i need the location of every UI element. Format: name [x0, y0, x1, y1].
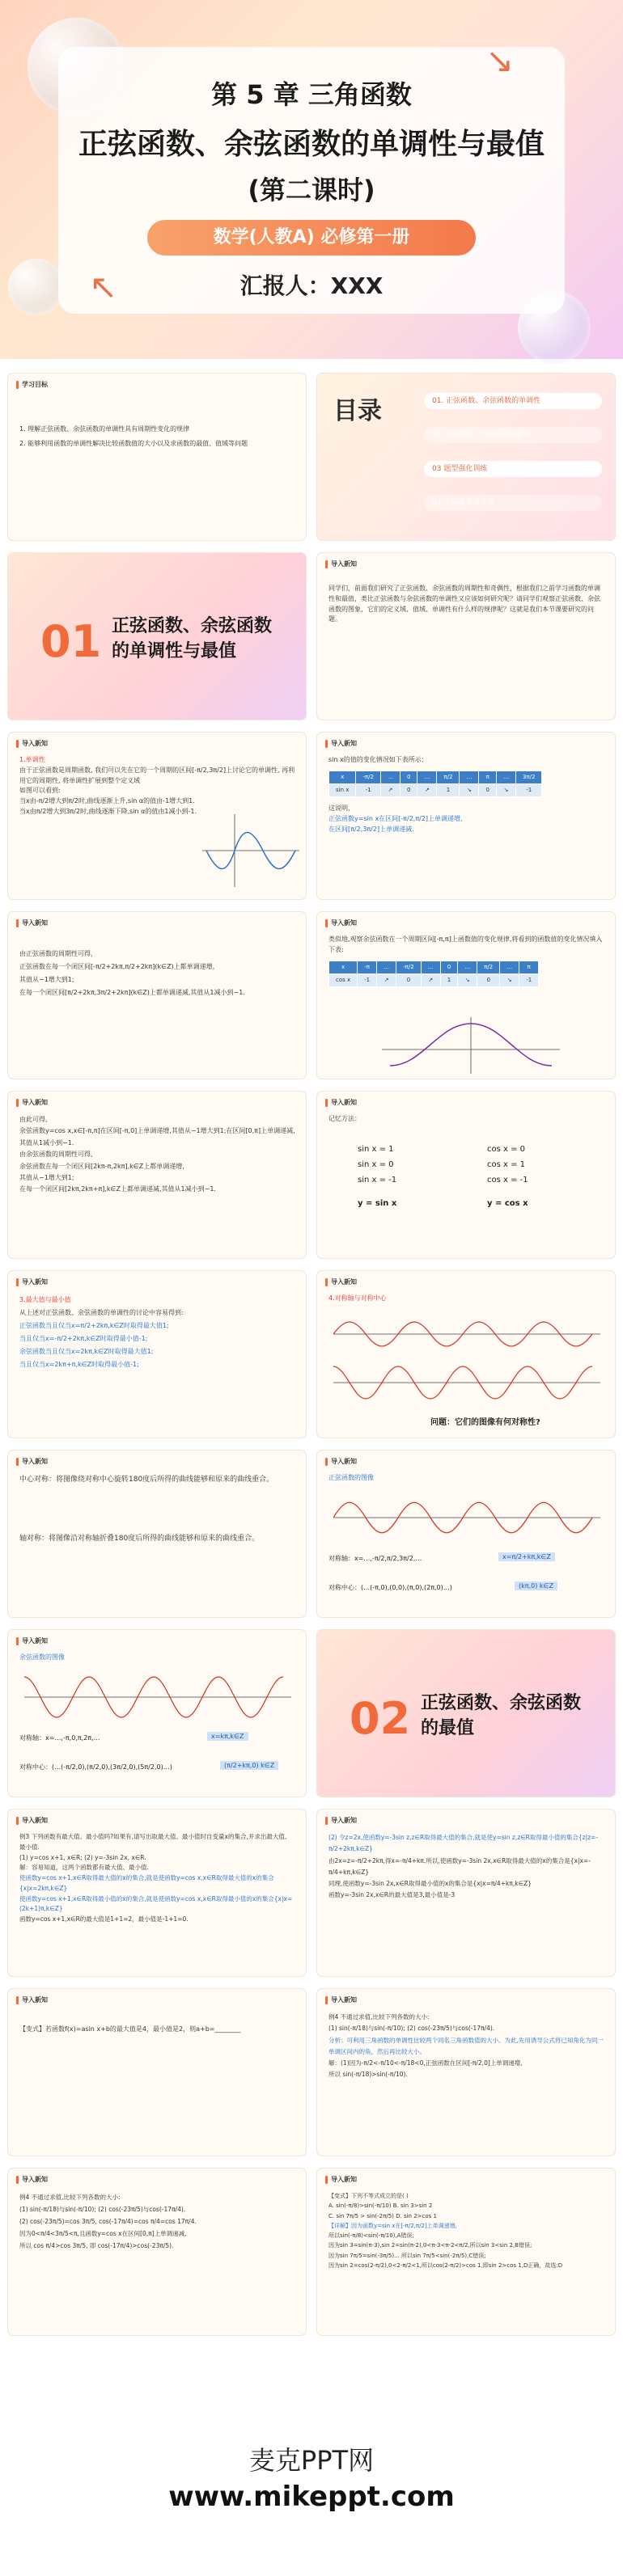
slide-tag: 导入新知 [22, 1278, 48, 1286]
arrow-icon: ↘ [485, 40, 515, 80]
table-caption: sin x的值的变化情况如下表所示： [328, 756, 428, 763]
toc-item[interactable]: 01. 正弦函数、余弦函数的单调性 [424, 393, 602, 409]
slide-tag: 导入新知 [331, 740, 357, 747]
intro-text: 同学们，前面我们研究了正弦函数、余弦函数的周期性和奇偶性，根据我们之前学习函数的单调性和最值，类比正弦函数与余弦函数的单调性又应该如何研究呢？请同学们观察正弦函数、余弦函数的图象，它们的定义域、值域、单调性有什么样的规律呢？这就是我们本节课要研究的问题。 [328, 585, 600, 623]
section-title: 正弦函数、余弦函数的单调性与最值 [112, 616, 273, 661]
cover-slide [0, 0, 623, 359]
slide-tag: 导入新知 [331, 919, 357, 927]
slide-monotonic-sin [8, 733, 306, 899]
slide-tag: 导入新知 [22, 1099, 48, 1106]
section-title: 正弦函数、余弦函数的最值 [421, 1693, 582, 1738]
cos-table: x -π … -π/2 … 0 … π/2 … π cos x -1 ↗ 0 ↗ 1 ↘ 0 ↘ -1 [328, 961, 539, 987]
section-number: 02 [350, 1693, 411, 1744]
book-pill: 数学(人教A) 必修第一册 [147, 220, 476, 255]
slide-symmetry: 导入新知 4.对称轴与对称中心 问题：它们的图像有何对称性? [317, 1271, 615, 1438]
slide-sin-periodic: 导入新知 由正弦函数的周期性可得， 正弦函数在每一个闭区间[-π/2+2kπ,π/2+2kπ](k∈Z)上都单调递增， 其值从−1增大到1; 在每一个闭区间[π/2+2kπ,3π/2+2kπ](k∈Z)上都单调递减,其值从1减小到−1. [8, 912, 306, 1079]
sin-graph [202, 810, 299, 891]
toc-item[interactable]: 04 小结及课堂作业 [424, 495, 602, 511]
goal-item: 2. 能够利用函数的单调性解决比较函数值的大小以及求函数的最值、值域等问题 [19, 439, 248, 447]
slide-tag: 导入新知 [331, 1458, 357, 1465]
slide-tag: 导入新知 [331, 2176, 357, 2183]
slide-memory-method: 导入新知 记忆方法： sin x = 1 sin x = 0 sin x = -1 y = sin x cos x = 0 cos x = 1 cos x = -1 y = cos x [317, 1092, 615, 1258]
slide-section-01 [8, 553, 306, 720]
slide-variant1: 导入新知 【变式】若函数f(x)=asin x+b的最大值是4，最小值是2，则a+b=________ [8, 1989, 306, 2156]
slide-tag: 导入新知 [22, 1458, 48, 1465]
slide-tag: 导入新知 [22, 919, 48, 927]
toc-item[interactable]: 02 正弦函数、余弦函数的最值 [424, 427, 602, 443]
slide-symmetry-def: 导入新知 中心对称：将图像绕对称中心旋转180度后所得的曲线能够和原来的曲线重合。 轴对称：将图像沿对称轴折叠180度后所得的曲线能够和原来的曲线重合。 [8, 1451, 306, 1617]
slide-sin-table: 导入新知 sin x的值的变化情况如下表所示： x -π/2 … 0 … π/2 … π … 3π/2 sin x -1 ↗ 0 ↗ 1 ↘ 0 ↘ -1 这说明， 正弦函数y=sin x在区间[-π/2,π/2]上单调递增, 在区间[π/2,3π/2]上单调递减. [317, 733, 615, 899]
text-line: 当x由-π/2增大到π/2时,曲线逐渐上升,sin α的值由-1增大到1. [19, 797, 195, 805]
sin-cos-graphs [333, 1310, 600, 1407]
slide-tag: 导入新知 [22, 1996, 48, 2004]
brand-name: 麦克PPT网 [248, 2445, 375, 2476]
slide-example4: 导入新知 例4 不通过求值,比较下列各数的大小: (1) sin(-π/18)与sin(-π/10); (2) cos(-23π/5)与cos(-17π/4). 分析：可利用三角函数的单调性比较两个同名三角函数值的大小。为此,先用诱导公式将已知角化为同一单调区间内的角，然后再比较大小。 解：(1)因为-π/2<-π/10<-π/18<0,正弦函数在区间[-π/2,0]上单调递增, 所以 sin(-π/18)>sin(-π/10). [317, 1989, 615, 2156]
slide-cos-monotonic: 导入新知 由此可得, 余弦函数y=cos x,x∈[-π,π]在区间[-π,0]上单调递增,其值从−1增大到1;在区间[0,π]上单调递减,其值从1减小到−1. 由余弦函数的周期性可得, 余弦函数在每一个闭区间[2kπ-π,2kπ],k∈Z上都单调递增, 其值从−1增大到1; 在每一个闭区间[2kπ,2kπ+π],k∈Z上都单调递减,其值从1减小到−1. [8, 1092, 306, 1258]
slide-toc [317, 374, 615, 540]
chapter-title: 第 5 章 三角函数 [211, 79, 412, 110]
slide-max-min: 导入新知 3.最大值与最小值 从上述对正弦函数、余弦函数的单调性的讨论中容易得到: 正弦函数当且仅当x=π/2+2kπ,k∈Z时取得最大值1; 当且仅当x=-π/2+2kπ,k∈Z时取得最小值-1; 余弦函数当且仅当x=2kπ,k∈Z时取得最大值1; 当且仅当x=2kπ+π,k∈Z时取得最小值-1; [8, 1271, 306, 1438]
slide-tag: 导入新知 [331, 1099, 357, 1106]
slide-cos-table: 导入新知 类似地,观察余弦函数在一个周期区间[-π,π]上函数值的变化规律,将看到的函数值的变化情况填入下表: x -π … -π/2 … 0 … π/2 … π cos x -1 ↗ 0 ↗ 1 ↘ 0 ↘ -1 [317, 912, 615, 1079]
slide-tag: 导入新知 [331, 560, 357, 568]
slide-example3: 导入新知 例3 下列函数有最大值、最小值吗?如果有,请写出取最大值、最小值时自变量x的集合,并求出最大值、最小值. (1) y=cos x+1, x∈R; (2) y=-3sin 2x, x∈R. 解：容易知道，这两个函数都有最大值、最小值. 使函数y=cos x+1,x∈R取得最大值的x的集合,就是使函数y=cos x,x∈R取得最大值的x的集合{x|x=2kπ,k∈Z} 使函数y=cos x+1,x∈R取得最小值的x的集合,就是使函数y=cos x,x∈R取得最小值的x的集合{x|x=(2k+1)π,k∈Z} 函数y=cos x+1,x∈R的最大值是1+1=2，最小值是-1+1=0. [8, 1810, 306, 1976]
toc-title: 目录 [333, 397, 382, 425]
slide-tag: 导入新知 [331, 1817, 357, 1824]
toc-item[interactable]: 03 题型强化训练 [424, 461, 602, 477]
slide-variant2: 导入新知 【变式】下列不等式成立的是( ) A. sin(-π/8)>sin(-π/10) B. sin 3>sin 2 C. sin 7π/5 > sin(-2π/5) D. sin 2>cos 1 【详解】因为函数y=sin x在[-π/2,π/2]上单调递增, 所以sin(-π/8)<sin(-π/10),A错误; 因为sin 3=sin(π-3),sin 2=sin(π-2),0<π-3<π-2<π/2,所以sin 3<sin 2,B错误; 因为sin 7π/5=sin(-3π/5)... 所以sin 7π/5<sin(-2π/5),C错误; 因为sin 2=cos(2-π/2),0<2-π/2<1,所以cos(2-π/2)>cos 1,即sin 2>cos 1,D正确，故选:D [317, 2168, 615, 2335]
slide-tag: 导入新知 [22, 2176, 48, 2183]
main-title: 正弦函数、余弦函数的单调性与最值 [78, 128, 545, 161]
slide-tag: 导入新知 [331, 1278, 357, 1286]
slide-tag: 学习目标 [22, 381, 48, 388]
slide-tag: 导入新知 [331, 1996, 357, 2004]
section-heading: 1.单调性 [19, 756, 45, 763]
slide-sin-symmetry: 导入新知 正弦函数的图像 对称轴：x=…,-π/2,π/2,3π/2,… x=π/2+kπ,k∈Z 对称中心：(…(-π,0),(0,0),(π,0),(2π,0)…) (kπ,0) k∈Z [317, 1451, 615, 1617]
slide-tag: 导入新知 [22, 740, 48, 747]
slide-tag: 导入新知 [22, 1817, 48, 1824]
slide-intro [317, 553, 615, 720]
cos-symmetry-graph [24, 1669, 291, 1725]
slide-tag: 导入新知 [22, 1637, 48, 1645]
slide-section-02 [317, 1630, 615, 1797]
arrow-icon: ↖ [89, 267, 118, 306]
text-line: 如图可以看到: [19, 787, 61, 795]
section-number: 01 [40, 616, 102, 667]
slide-example3-part2: 导入新知 (2) 令z=2x,使函数y=-3sin z,z∈R取得最大值的集合,就是使y=sin z,z∈R取得最小值的集合{z|z=-π/2+2kπ,k∈Z} 由2x=z=-π/2+2kπ,得x=-π/4+kπ.所以,使函数y=-3sin 2x,x∈R取得最大值的x的集合是{x|x=-π/4+kπ,k∈Z} 同理,使函数y=-3sin 2x,x∈R取得最小值的x的集合是{x|x=π/4+kπ,k∈Z} 函数y=-3sin 2x,x∈R的最大值是3,最小值是-3 [317, 1810, 615, 1976]
sin-table: x -π/2 … 0 … π/2 … π … 3π/2 sin x -1 ↗ 0 ↗ 1 ↘ 0 ↘ -1 [328, 771, 542, 797]
slide-example4-part2: 导入新知 例4 不通过求值,比较下列各数的大小: (1) sin(-π/18)与sin(-π/10); (2) cos(-23π/5)与cos(-17π/4). (2) cos(-23π/5)=cos 3π/5, cos(-17π/4)=cos π/4=cos 17π/4. 因为0<π/4<3π/5<π,且函数y=cos x在区间[0,π]上单调递减, 所以 cos π/4>cos 3π/5, 即 cos(-17π/4)>cos(-23π/5). [8, 2168, 306, 2335]
goal-item: 1. 理解正弦函数、余弦函数的单调性具有周期性变化的规律 [19, 425, 190, 433]
text-line: 当x由π/2增大到3π/2时,曲线逐渐下降,sin α的值由1减小到-1. [19, 807, 197, 815]
text-line: 由于正弦函数是周期函数, 我们可以先在它的一个周期的区间[-π/2,3π/2]上讨论它的单调性, 再利用它的周期性, 将单调性扩展到整个定义域 [19, 766, 295, 784]
cos-graph [382, 1017, 560, 1074]
slide-learning-goals [8, 374, 306, 540]
brand-url[interactable]: www.mikeppt.com [168, 2481, 455, 2513]
slide-cos-symmetry: 导入新知 余弦函数的图像 对称轴：x=…,-π,0,π,2π,… x=kπ,k∈Z 对称中心：(…(-π/2,0),(π/2,0),(3π/2,0),(5π/2,0)…) (π/2+kπ,0) k∈Z [8, 1630, 306, 1797]
sin-symmetry-graph [333, 1489, 600, 1546]
reporter: 汇报人：XXX [239, 272, 384, 299]
subtitle: (第二课时) [248, 175, 375, 205]
symmetry-question: 问题：它们的图像有何对称性? [430, 1418, 540, 1427]
